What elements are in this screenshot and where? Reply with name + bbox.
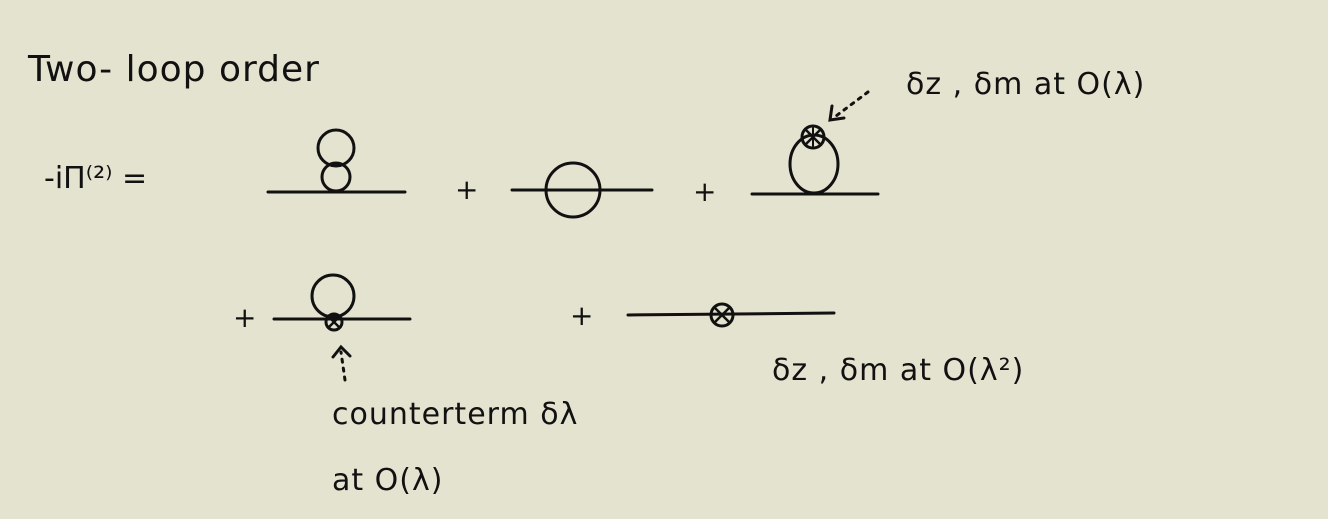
annotation-arrow [341, 352, 345, 380]
annotation-counterterm-order-lambda-squared: δz , δm at O(λ²) [772, 353, 1025, 388]
arrowhead-icon [830, 106, 844, 120]
diagram-sunset [512, 163, 652, 217]
plus-sign: + [233, 301, 257, 334]
propagator-line [628, 313, 834, 315]
diagram-tadpole-counterterm-vertex [274, 275, 410, 380]
annotation-counterterm-lambda-order: at O(λ) [332, 463, 444, 498]
annotation-arrow [836, 92, 868, 116]
tadpole-loop [312, 275, 354, 317]
plus-sign: + [455, 173, 479, 206]
plus-sign: + [570, 299, 594, 332]
page-title: Two- loop order [28, 49, 320, 90]
self-energy-lhs: -iΠ⁽²⁾ = [44, 161, 148, 196]
plus-sign: + [693, 175, 717, 208]
annotation-counterterm-lambda: counterterm δλ [332, 397, 579, 432]
upper-loop [318, 130, 354, 166]
annotation-counterterm-order-lambda: δz , δm at O(λ) [906, 67, 1146, 102]
diagram-propagator-counterterm [628, 304, 834, 326]
diagram-double-bubble [268, 130, 405, 192]
diagram-tadpole-counterterm-insertion [752, 92, 878, 194]
